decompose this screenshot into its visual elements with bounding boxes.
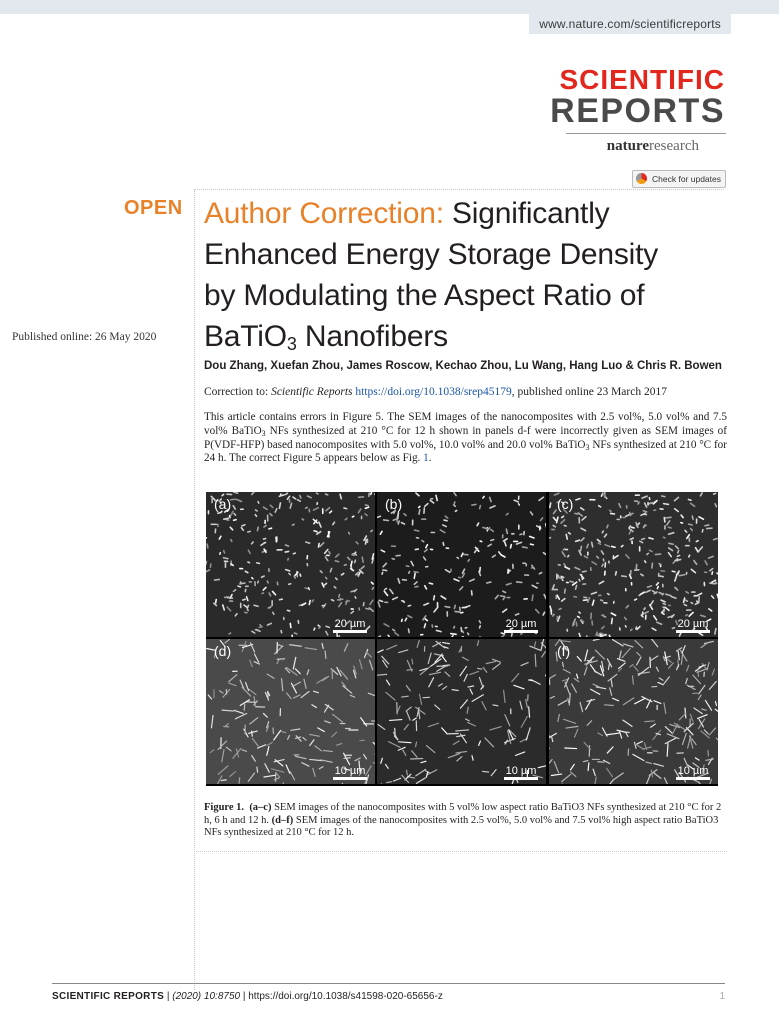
top-bar [0, 0, 779, 14]
scale-bar [333, 618, 367, 633]
scale-bar [504, 765, 538, 780]
correction-journal: Scientific Reports [271, 386, 353, 398]
sem-panel-c [549, 492, 718, 637]
sem-panel-f [549, 639, 718, 784]
title-line4b: Nanofibers [296, 320, 448, 353]
sem-image [377, 639, 546, 784]
panel-label: (f) [557, 643, 571, 659]
scale-line [504, 630, 538, 633]
publisher-bold: nature [606, 138, 650, 154]
scale-text: 10 µm [334, 765, 366, 777]
scale-bar [504, 618, 538, 633]
sem-image [549, 639, 718, 784]
scale-line [676, 630, 710, 633]
footer-year: (2020) 10:8750 [172, 991, 241, 1002]
sem-panel-b [377, 492, 546, 637]
figure-ref-link[interactable]: 1 [423, 452, 429, 465]
scale-text: 20 µm [505, 618, 537, 630]
article-title [204, 193, 734, 357]
footer [52, 991, 443, 1002]
journal-url[interactable]: www.nature.com/scientificreports [529, 14, 731, 34]
sem-figure[interactable] [206, 492, 718, 786]
publisher-name [607, 138, 699, 155]
scale-text: 20 µm [677, 618, 709, 630]
caption-divider [194, 851, 727, 852]
footer-sep: | [164, 991, 173, 1002]
figure-caption [204, 802, 727, 840]
sem-image [549, 492, 718, 637]
scale-bar [676, 618, 710, 633]
crossmark-icon [636, 173, 647, 184]
caption-ac: (a–c) [249, 802, 272, 813]
body-sub1: 3 [261, 428, 266, 438]
scale-line [504, 777, 538, 780]
sem-image [377, 492, 546, 637]
title-line2: Enhanced Energy Storage Density [204, 238, 659, 271]
scale-bar [676, 765, 710, 780]
correction-prefix: Correction to: [204, 386, 272, 398]
scale-bar [333, 765, 367, 780]
scale-line [333, 630, 367, 633]
scale-line [333, 777, 367, 780]
caption-figure-label: Figure 1. [204, 802, 245, 813]
footer-doi[interactable]: | https://doi.org/10.1038/s41598-020-65656-z [240, 991, 443, 1002]
footer-divider [52, 983, 725, 984]
logo-divider [566, 133, 726, 134]
title-subscript: 3 [286, 334, 297, 354]
author-list: Dou Zhang, Xuefan Zhou, James Roscow, Kechao Zhou, Lu Wang, Hang Luo & Chris R. Bowen [204, 360, 722, 372]
top-divider [194, 189, 724, 190]
panel-label: (a) [214, 496, 232, 512]
logo-line1: SCIENTIFIC [559, 64, 725, 95]
caption-mid: SEM images of the nanocomposites with 5 vol% low aspect ratio BaTiO3 NFs synthesized at 210 °C for 2 h, 6 h and 12 h. [204, 802, 722, 826]
margin-divider [194, 190, 195, 990]
caption-end: SEM images of the nanocomposites with 2.5 vol%, 5.0 vol% and 7.5 vol% high aspect ratio BaTiO3 NFs synthesized at 210 °C for 12 h. [204, 814, 719, 839]
check-for-updates-button[interactable] [632, 170, 726, 188]
panel-label: (d) [214, 643, 232, 659]
body-sub2: 3 [585, 442, 590, 452]
body-part3: NFs synthesized at 210 °C for 24 h. The correct Figure 5 appears below as Fig. [204, 438, 727, 465]
sem-panel-e [377, 639, 546, 784]
body-end: . [428, 452, 432, 465]
title-prefix: Author Correction: [204, 197, 444, 230]
panel-label: (b) [385, 496, 403, 512]
title-line1: Significantly [443, 197, 610, 230]
scale-text: 10 µm [505, 765, 537, 777]
caption-df: (d–f) [271, 814, 294, 826]
title-line4a: BaTiO [204, 320, 287, 353]
body-paragraph [204, 411, 727, 466]
journal-logo[interactable] [550, 66, 725, 128]
open-access-label: OPEN [124, 197, 183, 219]
body-part1: This article contains errors in Figure 5. The SEM images of the nanocomposites with 2.5 vol%, 5.0 vol% and 7.5 vol% BaTiO [204, 411, 727, 437]
correction-to [204, 386, 729, 398]
body-part2: NFs synthesized at 210 °C for 12 h shown in panels d-f were incorrectly given as SEM images of P(VDF-HFP) based nanocomposites with 5.0 vol%, 10.0 vol% and 20.0 vol% BaTiO [204, 424, 727, 451]
sem-image [206, 639, 375, 784]
correction-suffix: , published online 23 March 2017 [511, 386, 667, 398]
panel-label: (c) [557, 496, 574, 512]
check-updates-label: Check for updates [652, 174, 721, 184]
sem-panel-a [206, 492, 375, 637]
scale-text: 10 µm [677, 765, 709, 777]
published-date: Published online: 26 May 2020 [12, 331, 157, 343]
logo-line2: REPORTS [550, 92, 725, 130]
sem-panel-d [206, 639, 375, 784]
sem-image [206, 492, 375, 637]
page-number: 1 [719, 991, 725, 1002]
publisher-light: research [649, 138, 699, 154]
correction-doi-link[interactable]: https://doi.org/10.1038/srep45179 [355, 386, 512, 398]
footer-journal: SCIENTIFIC REPORTS [52, 991, 165, 1002]
scale-line [676, 777, 710, 780]
title-line3: by Modulating the Aspect Ratio of [204, 279, 645, 312]
scale-text: 20 µm [334, 618, 366, 630]
